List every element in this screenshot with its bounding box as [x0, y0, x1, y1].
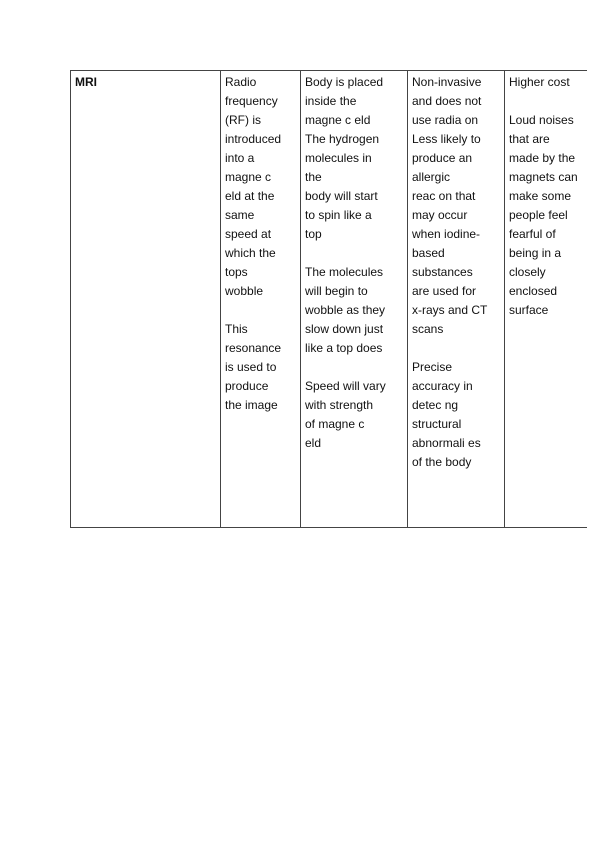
- cell-text-line: fearful of: [509, 227, 556, 241]
- cell-text-line: the image: [225, 398, 278, 412]
- comparison-table: [70, 70, 587, 528]
- cell-text-line: The hydrogen: [305, 132, 380, 146]
- cell-text-line: enclosed: [509, 284, 558, 298]
- cell-text-line: which the: [225, 246, 276, 260]
- cell-text-line: scans: [412, 322, 444, 336]
- cell-text-line: are used for: [412, 284, 477, 298]
- cell-text-line: [509, 92, 583, 111]
- cell-text-line: when iodine-: [412, 227, 481, 241]
- cell-text-line: Radio: [225, 75, 257, 89]
- cell-text-line: The molecules: [305, 265, 384, 279]
- cell-text-line: eld at the: [225, 189, 275, 203]
- cell-text-line: abnormali es: [412, 436, 481, 450]
- cell-text-line: being in a: [509, 246, 562, 260]
- cell-text-line: resonance: [225, 341, 282, 355]
- cell-text-line: frequency: [225, 94, 278, 108]
- cell-text-line: produce an: [412, 151, 473, 165]
- cell-text-line: introduced: [225, 132, 282, 146]
- cell-text-line: This: [225, 322, 248, 336]
- cell-text-line: (RF) is: [225, 113, 261, 127]
- cell-text-line: and does not: [412, 94, 482, 108]
- cell-text-line: Less likely to: [412, 132, 481, 146]
- modality-label: MRI: [75, 75, 97, 89]
- cell-text-line: use radia on: [412, 113, 479, 127]
- cell-text-line: closely: [509, 265, 546, 279]
- cell-text-line: wobble: [225, 284, 264, 298]
- cell-text-line: produce: [225, 379, 269, 393]
- cell-text-line: speed at: [225, 227, 272, 241]
- cell-text-line: x-rays and CT: [412, 303, 488, 317]
- cell-text-line: substances: [412, 265, 473, 279]
- cell-text-line: magne c eld: [305, 113, 371, 127]
- cell-text-line: structural: [412, 417, 462, 431]
- cell-text-line: like a top does: [305, 341, 383, 355]
- cell-text-line: slow down just: [305, 322, 384, 336]
- cell-text-line: tops: [225, 265, 248, 279]
- cell-text-line: of magne c: [305, 417, 365, 431]
- cell-text-line: reac on that: [412, 189, 476, 203]
- cell-text-line: Non-invasive: [412, 75, 482, 89]
- cell-text-line: with strength: [305, 398, 374, 412]
- cell-text-line: Speed will vary: [305, 379, 386, 393]
- cell-text-line: eld: [305, 436, 322, 450]
- cell-text-line: top: [305, 227, 322, 241]
- cell-text-line: people feel: [509, 208, 568, 222]
- cell-text-line: may occur: [412, 208, 468, 222]
- cell-text-line: into a: [225, 151, 255, 165]
- cell-text-line: accuracy in: [412, 379, 473, 393]
- cell-text-line: magne c: [225, 170, 272, 184]
- cell-text-line: [305, 244, 403, 263]
- cell-text-line: Precise: [412, 360, 453, 374]
- cell-text-line: based: [412, 246, 445, 260]
- cell-text-line: will begin to: [305, 284, 368, 298]
- how-it-works-cell: [221, 71, 301, 528]
- cell-text-line: [412, 339, 500, 358]
- cell-text-line: same: [225, 208, 255, 222]
- cell-text-line: is used to: [225, 360, 277, 374]
- cell-text-line: inside the: [305, 94, 357, 108]
- cell-text-line: molecules in: [305, 151, 372, 165]
- cell-text-line: that are: [509, 132, 550, 146]
- advantages-cell: [408, 71, 505, 528]
- process-cell: [301, 71, 408, 528]
- cell-text-line: Loud noises: [509, 113, 574, 127]
- cell-text-line: of the body: [412, 455, 472, 469]
- table-row: [71, 71, 587, 528]
- cell-text-line: Higher cost: [509, 75, 570, 89]
- cell-text-line: allergic: [412, 170, 451, 184]
- cell-text-line: made by the: [509, 151, 576, 165]
- cell-text-line: magnets can: [509, 170, 578, 184]
- cell-text-line: make some: [509, 189, 572, 203]
- cell-text-line: detec ng: [412, 398, 459, 412]
- cell-text-line: Body is placed: [305, 75, 384, 89]
- modality-cell: [71, 71, 221, 528]
- cell-text-line: [225, 301, 296, 320]
- cell-text-line: surface: [509, 303, 549, 317]
- cell-text-line: wobble as they: [305, 303, 386, 317]
- cell-text-line: the: [305, 170, 322, 184]
- cell-text-line: to spin like a: [305, 208, 372, 222]
- disadvantages-cell: [505, 71, 587, 528]
- cell-text-line: [305, 358, 403, 377]
- cell-text-line: body will start: [305, 189, 378, 203]
